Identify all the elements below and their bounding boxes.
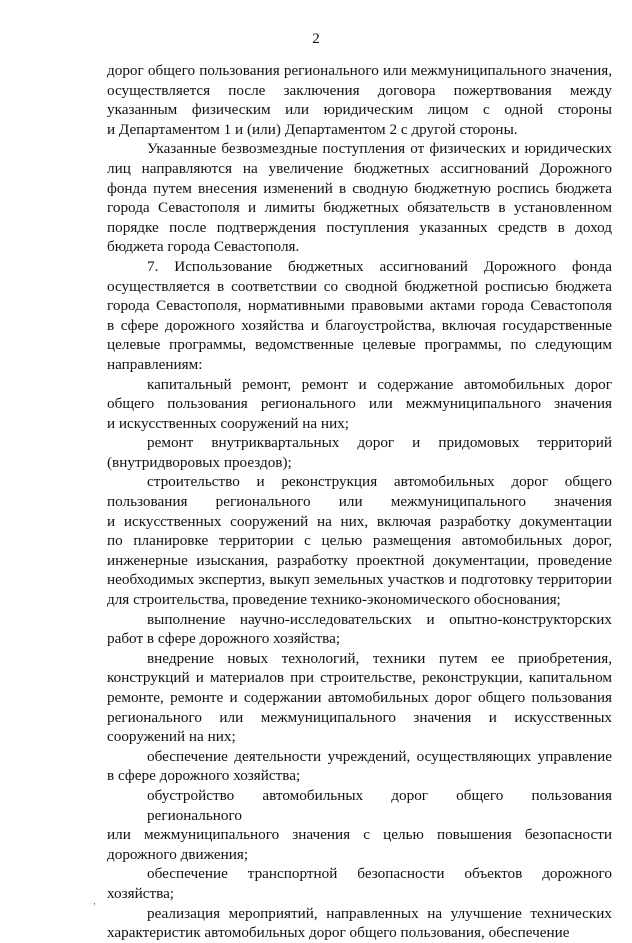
text-line: обеспечение деятельности учреждений, осуществляющих управление xyxy=(147,747,612,765)
text-line: капитальный ремонт, ремонт и содержание автомобильных дорог xyxy=(147,375,612,393)
text-line: работ в сфере дорожного хозяйства; xyxy=(107,630,341,648)
text-line: регионального или межмуниципального значения и искусственных xyxy=(107,708,612,726)
paragraph xyxy=(107,61,612,139)
text-line: указанным физическим или юридическим лицом с одной стороны xyxy=(107,101,612,119)
text-line: порядке после подтверждения поступления указанных средств в доход xyxy=(107,218,612,236)
text-line: реализация мероприятий, направленных на улучшение технических xyxy=(147,904,612,922)
text-line: обеспечение транспортной безопасности объектов дорожного xyxy=(147,865,612,883)
text-line: осуществляется в соответствии со сводной бюджетной росписью бюджета xyxy=(107,277,612,295)
text-line: города Севастополя, нормативными правовыми актами города Севастополя xyxy=(107,297,612,315)
paragraph xyxy=(107,433,612,472)
paragraph xyxy=(107,610,612,649)
text-line: фонда путем внесения изменений в сводную бюджетную роспись бюджета xyxy=(107,179,612,197)
text-line: обустройство автомобильных дорог общего пользования регионального xyxy=(147,786,612,824)
text-line: общего пользования регионального или межмуниципального значения xyxy=(107,395,612,413)
text-line: ремонт внутриквартальных дорог и придомовых территорий xyxy=(147,434,612,452)
text-line: дорог общего пользования регионального или межмуниципального значения, xyxy=(107,62,612,79)
text-line: 7. Использование бюджетных ассигнований Дорожного фонда xyxy=(147,257,612,275)
text-line: характеристик автомобильных дорог общего пользования, обеспечение xyxy=(107,924,570,942)
text-line: или межмуниципального значения с целью повышения безопасности xyxy=(107,826,612,844)
paragraph xyxy=(107,747,612,786)
text-line: (внутридворовых проездов); xyxy=(107,453,292,471)
text-line: осуществляется после заключения договора пожертвования между xyxy=(107,81,612,99)
text-line: строительство и реконструкция автомобильных дорог общего xyxy=(147,473,612,491)
text-line: по планировке территории с целью размещения автомобильных дорог, xyxy=(107,532,612,550)
paragraph xyxy=(107,904,612,943)
text-line: бюджета города Севастополя. xyxy=(107,238,300,256)
text-line: лиц направляются на увеличение бюджетных ассигнований Дорожного xyxy=(107,159,612,177)
text-line: в сфере дорожного хозяйства; xyxy=(107,767,301,785)
text-line: хозяйства; xyxy=(107,884,175,902)
paragraph xyxy=(107,786,612,864)
text-line: конструкций и материалов при строительстве, реконструкции, капитальном xyxy=(107,669,612,687)
text-line: инженерные изыскания, разработку проектной документации, проведение xyxy=(107,551,612,569)
text-line: ремонте, ремонте и содержании автомобильных дорог общего пользования xyxy=(107,689,612,706)
page-number: 2 xyxy=(312,31,320,47)
text-line: и Департаментом 1 и (или) Департаментом 2 с другой стороны. xyxy=(107,120,518,138)
text-line: выполнение научно-исследовательских и опытно-конструкторских xyxy=(147,610,612,628)
paragraph xyxy=(107,375,612,434)
text-line: целевые программы, ведомственные целевые программы, по следующим xyxy=(107,336,612,354)
text-line: внедрение новых технологий, техники путем ее приобретения, xyxy=(147,649,612,667)
text-line: для строительства, проведение технико-экономического обоснования; xyxy=(107,591,561,609)
paragraph xyxy=(107,472,612,609)
text-line: необходимых экспертиз, выкуп земельных участков и подготовку территории xyxy=(107,571,612,589)
paragraph xyxy=(107,864,612,903)
paragraph xyxy=(107,649,612,747)
text-line: направлениям: xyxy=(107,355,203,373)
text-line: в сфере дорожного хозяйства и благоустройства, включая государственные xyxy=(107,316,612,334)
text-line: Указанные безвозмездные поступления от физических и юридических xyxy=(147,140,612,158)
text-line: дорожного движения; xyxy=(107,845,249,863)
paragraph xyxy=(107,139,612,257)
text-line: пользования регионального или межмуниципального значения xyxy=(107,493,612,511)
document-body xyxy=(107,61,612,943)
text-line: сооружений на них; xyxy=(107,728,236,746)
text-line: города Севастополя и лимиты бюджетных обязательств в установленном xyxy=(107,199,612,217)
text-line: и искусственных сооружений на них, включая разработку документации xyxy=(107,512,612,530)
text-line: и искусственных сооружений на них; xyxy=(107,414,350,432)
pen-mark-icon: ‚ xyxy=(93,896,96,906)
paragraph xyxy=(107,257,612,375)
